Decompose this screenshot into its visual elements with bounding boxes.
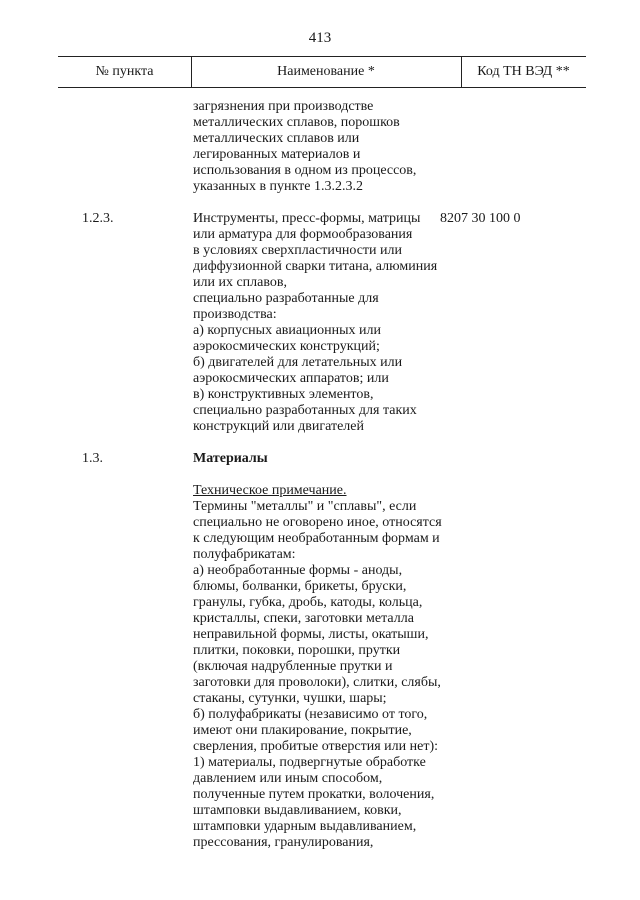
page-number: 413 xyxy=(308,30,332,46)
text-line: блюмы, болванки, брикеты, бруски, xyxy=(193,579,407,594)
text-line: прессования, гранулирования, xyxy=(193,835,374,850)
text-line: плитки, поковки, порошки, прутки xyxy=(193,643,401,658)
text-line: легированных материалов и xyxy=(193,147,361,162)
text-line: аэрокосмических аппаратов; или xyxy=(193,371,389,386)
table-header xyxy=(58,56,586,88)
text-line: в) конструктивных элементов, xyxy=(193,387,374,402)
text-line: полученные путем прокатки, волочения, xyxy=(193,787,435,802)
text-line: металлических сплавов, порошков xyxy=(193,115,400,130)
text-line: диффузионной сварки титана, алюминия xyxy=(193,259,438,274)
text-line: в условиях сверхпластичности или xyxy=(193,243,403,258)
table-body xyxy=(0,99,640,851)
text-line: штамповки ударным выдавливанием, xyxy=(193,819,417,834)
text-line: имеют они плакирование, покрытие, xyxy=(193,723,412,738)
item-name xyxy=(193,451,463,851)
text-line: гранулы, губка, дробь, катоды, кольца, xyxy=(193,595,423,610)
text-line: специально разработанные для xyxy=(193,291,379,306)
note-title: Техническое примечание. xyxy=(193,483,347,498)
table-row xyxy=(0,451,640,851)
text-line: а) необработанные формы - аноды, xyxy=(193,563,403,578)
text-line: конструкций или двигателей xyxy=(193,419,364,434)
text-line: заготовки для проволоки), слитки, слябы, xyxy=(193,675,441,690)
text-line: Инструменты, пресс-формы, матрицы xyxy=(193,211,421,226)
text-line: полуфабрикатам: xyxy=(193,547,296,562)
text-line: производства: xyxy=(193,307,277,322)
table-row xyxy=(0,99,640,195)
text-line: аэрокосмических конструкций; xyxy=(193,339,380,354)
text-line: использования в одном из процессов, xyxy=(193,163,417,178)
text-line: давлением или иным способом, xyxy=(193,771,383,786)
item-name xyxy=(193,211,463,435)
text-line: загрязнения при производстве xyxy=(193,99,374,114)
text-line: к следующим необработанным формам и xyxy=(193,531,440,546)
text-line: б) двигателей для летательных или xyxy=(193,355,403,370)
text-line: стаканы, сутунки, чушки, шары; xyxy=(193,691,387,706)
header-code: Код ТН ВЭД ** xyxy=(477,64,570,79)
text-line: Термины "металлы" и "сплавы", если xyxy=(193,499,417,514)
item-code: 8207 30 100 0 xyxy=(440,211,521,226)
text-line: специально не оговорено иное, относятся xyxy=(193,515,442,530)
text-line: (включая надрубленные прутки и xyxy=(193,659,393,674)
text-line: сверления, пробитые отверстия или нет): xyxy=(193,739,439,754)
text-line: указанных в пункте 1.3.2.3.2 xyxy=(193,179,363,194)
text-line: или их сплавов, xyxy=(193,275,287,290)
table-row xyxy=(0,211,640,435)
text-line: б) полуфабрикаты (независимо от того, xyxy=(193,707,428,722)
item-name xyxy=(193,99,463,195)
header-name: Наименование * xyxy=(277,64,375,79)
section-title: Материалы xyxy=(193,451,268,466)
text-line: штамповки выдавливанием, ковки, xyxy=(193,803,402,818)
text-line: 1) материалы, подвергнутые обработке xyxy=(193,755,426,770)
text-line: неправильной формы, листы, окатыши, xyxy=(193,627,429,642)
text-line: кристаллы, спеки, заготовки металла xyxy=(193,611,414,626)
header-number: № пункта xyxy=(95,64,154,79)
item-number: 1.2.3. xyxy=(82,211,114,226)
text-line: а) корпусных авиационных или xyxy=(193,323,381,338)
text-line: металлических сплавов или xyxy=(193,131,360,146)
item-number: 1.3. xyxy=(82,451,103,466)
text-line: специально разработанных для таких xyxy=(193,403,417,418)
text-line: или арматура для формообразования xyxy=(193,227,413,242)
